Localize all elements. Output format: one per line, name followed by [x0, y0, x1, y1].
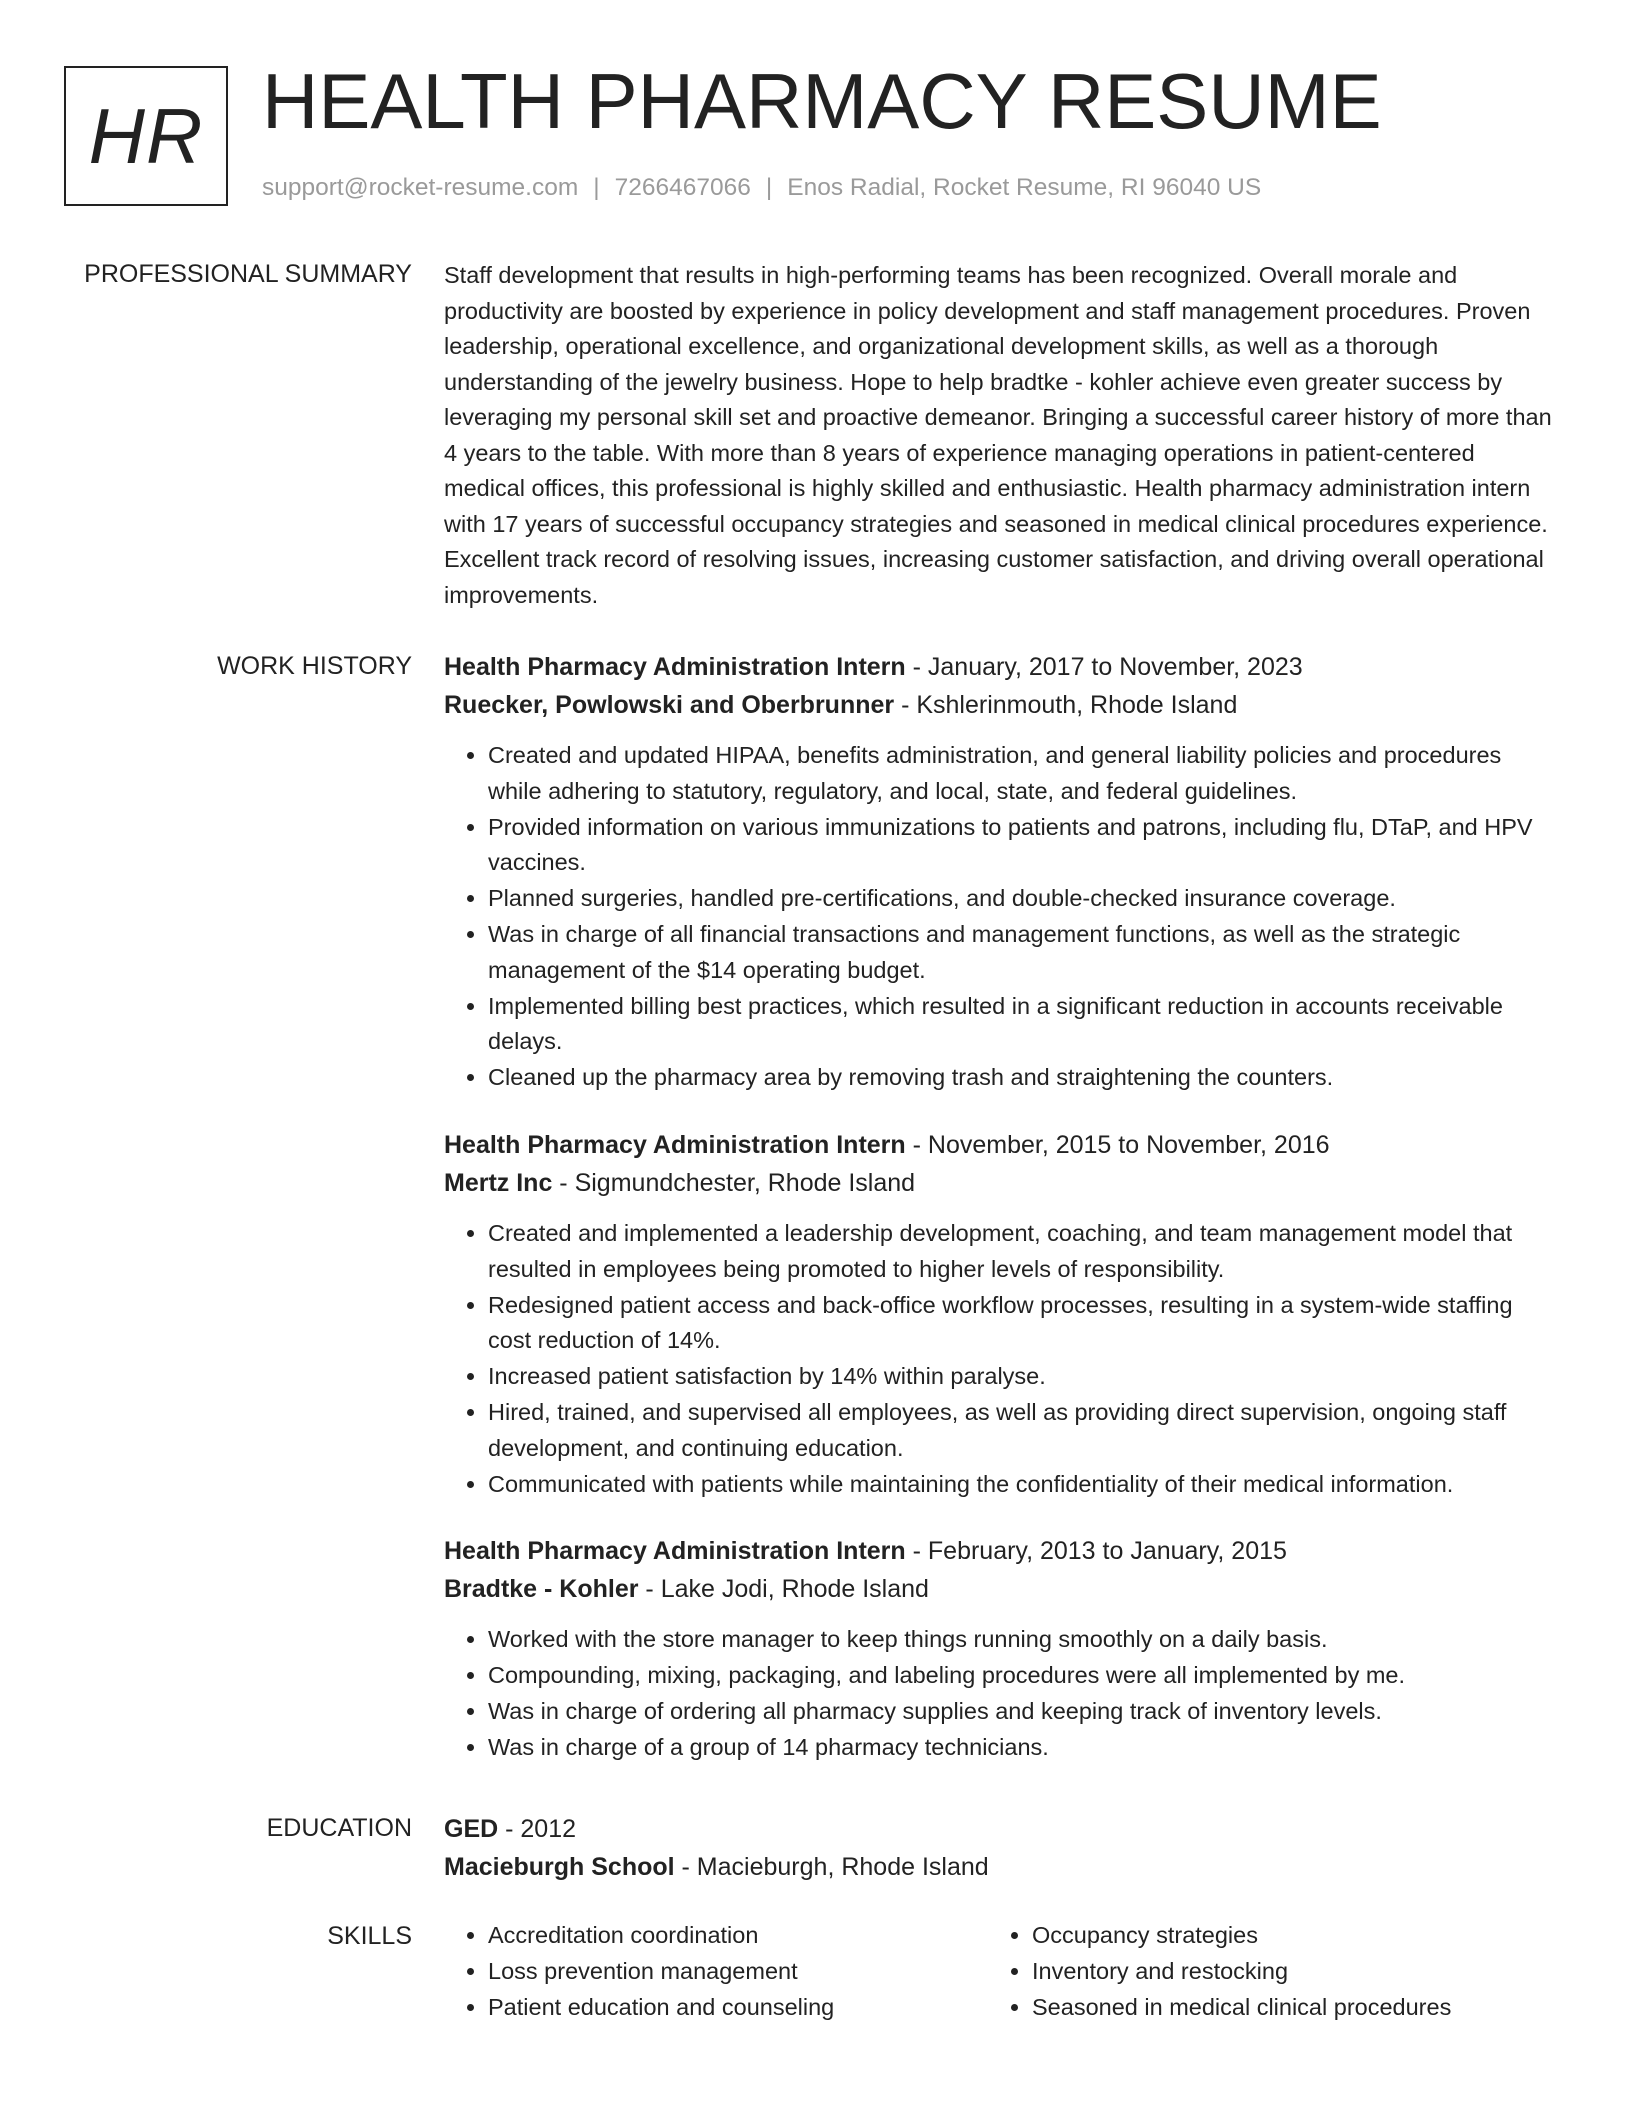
skill-item: • Occupancy strategies	[1032, 1918, 1532, 1954]
job-bullet: • Provided information on various immunizations to patients and patrons, including flu, DTaP, and HPV vaccines.	[488, 810, 1559, 882]
job-bullet: • Created and implemented a leadership development, coaching, and team management model that resulted in employees being promoted to higher levels of responsibility.	[488, 1216, 1559, 1288]
job-company: Bradtke - Kohler	[444, 1575, 639, 1604]
contact-line	[262, 174, 1261, 202]
skills-list-left	[444, 1918, 988, 2025]
job-bullet: • Implemented billing best practices, which resulted in a significant reduction in accounts receivable delays.	[488, 989, 1559, 1061]
job-bullet: • Was in charge of all financial transactions and management functions, as well as the strategic management of the $14 operating budget.	[488, 917, 1559, 989]
job-bullets	[444, 1622, 1559, 1765]
education-school-line	[444, 1848, 1559, 1886]
job-title-line	[444, 648, 1559, 686]
job-company: Mertz Inc	[444, 1168, 553, 1197]
job-company-line	[444, 1164, 1559, 1202]
job-bullet: • Worked with the store manager to keep things running smoothly on a daily basis.	[488, 1622, 1559, 1658]
education-body	[444, 1810, 1559, 1886]
contact-separator: |	[765, 174, 773, 201]
job-bullet: • Communicated with patients while maintaining the confidentiality of their medical information.	[488, 1467, 1559, 1503]
education-degree-line	[444, 1810, 1559, 1848]
job-bullet: • Cleaned up the pharmacy area by removing trash and straightening the counters.	[488, 1060, 1559, 1096]
job-location: - Kshlerinmouth, Rhode Island	[894, 691, 1238, 719]
job-bullet: • Planned surgeries, handled pre-certifications, and double-checked insurance coverage.	[488, 881, 1559, 917]
job-title: Health Pharmacy Administration Intern	[444, 1130, 906, 1159]
job-dates: - February, 2013 to January, 2015	[905, 1537, 1287, 1566]
job-company-line	[444, 1570, 1559, 1608]
work-history-body	[444, 648, 1559, 1796]
summary-text: Staff development that results in high-performing teams has been recognized. Overall morale and productivity are boosted by experience in policy development and staff management procedures. Proven leadership, operational excellence, and organizational development skills, as well as a thorough understanding of the jewelry business. Hope to help bradtke - kohler achieve even greater success by leveraging my personal skill set and proactive demeanor. Bringing a successful career history of more than 4 years to the table. With more than 8 years of experience managing operations in patient-centered medical offices, this professional is highly skilled and enthusiastic. Health pharmacy administration intern with 17 years of successful occupancy strategies and seasoned in medical clinical procedures experience. Excellent track record of resolving issues, increasing customer satisfaction, and driving overall operational improvements.	[444, 262, 1552, 608]
job-bullet: • Hired, trained, and supervised all employees, as well as providing direct supervision, ongoing staff development, and continuing education.	[488, 1395, 1559, 1467]
skills-list-right	[988, 1918, 1532, 2025]
job-title: Health Pharmacy Administration Intern	[444, 1537, 906, 1566]
education-degree: GED	[444, 1815, 499, 1843]
job-title: Health Pharmacy Administration Intern	[444, 653, 906, 681]
job-bullet: • Redesigned patient access and back-office workflow processes, resulting in a system-wide staffing cost reduction of 14%.	[488, 1288, 1559, 1360]
education-location: - Macieburgh, Rhode Island	[674, 1853, 989, 1881]
job-bullet: • Increased patient satisfaction by 14% within paralyse.	[488, 1359, 1559, 1395]
skill-item: • Seasoned in medical clinical procedures	[1032, 1990, 1532, 2026]
skill-item: • Inventory and restocking	[1032, 1954, 1532, 1990]
education-school: Macieburgh School	[444, 1853, 675, 1881]
contact-email: support@rocket-resume.com	[262, 174, 579, 201]
skill-item: • Accreditation coordination	[488, 1918, 988, 1954]
job-location: - Sigmundchester, Rhode Island	[552, 1168, 916, 1197]
monogram-logo: HR	[64, 66, 228, 206]
job-entry	[444, 1532, 1559, 1765]
page-title: HEALTH PHARMACY RESUME	[262, 57, 1382, 145]
job-location: - Lake Jodi, Rhode Island	[638, 1575, 929, 1604]
job-bullet: • Created and updated HIPAA, benefits administration, and general liability policies and procedures while adhering to statutory, regulatory, and local, state, and federal guidelines.	[488, 738, 1559, 810]
job-title-line	[444, 1532, 1559, 1570]
contact-address: Enos Radial, Rocket Resume, RI 96040 US	[787, 174, 1262, 201]
education-heading: EDUCATION	[266, 1814, 412, 1842]
job-company: Ruecker, Powlowski and Oberbrunner	[444, 691, 895, 719]
job-bullet: • Compounding, mixing, packaging, and labeling procedures were all implemented by me.	[488, 1658, 1559, 1694]
job-entry	[444, 648, 1559, 1096]
work-history-heading: WORK HISTORY	[217, 652, 412, 680]
job-bullets	[444, 738, 1559, 1096]
job-dates: - November, 2015 to November, 2016	[905, 1130, 1330, 1159]
skills-body	[444, 1918, 1559, 2025]
job-entry	[444, 1126, 1559, 1502]
summary-heading: PROFESSIONAL SUMMARY	[84, 260, 412, 288]
job-bullet: • Was in charge of a group of 14 pharmacy technicians.	[488, 1730, 1559, 1766]
summary-body	[444, 258, 1559, 613]
skills-heading: SKILLS	[327, 1922, 412, 1950]
skill-item: • Patient education and counseling	[488, 1990, 988, 2026]
job-bullet: • Was in charge of ordering all pharmacy supplies and keeping track of inventory levels.	[488, 1694, 1559, 1730]
job-title-line	[444, 1126, 1559, 1164]
job-bullets	[444, 1216, 1559, 1502]
skill-item: • Loss prevention management	[488, 1954, 988, 1990]
contact-phone: 7266467066	[614, 174, 751, 201]
job-company-line	[444, 686, 1559, 724]
contact-separator: |	[593, 174, 600, 201]
education-year: - 2012	[498, 1815, 577, 1843]
job-dates: - January, 2017 to November, 2023	[905, 653, 1303, 681]
